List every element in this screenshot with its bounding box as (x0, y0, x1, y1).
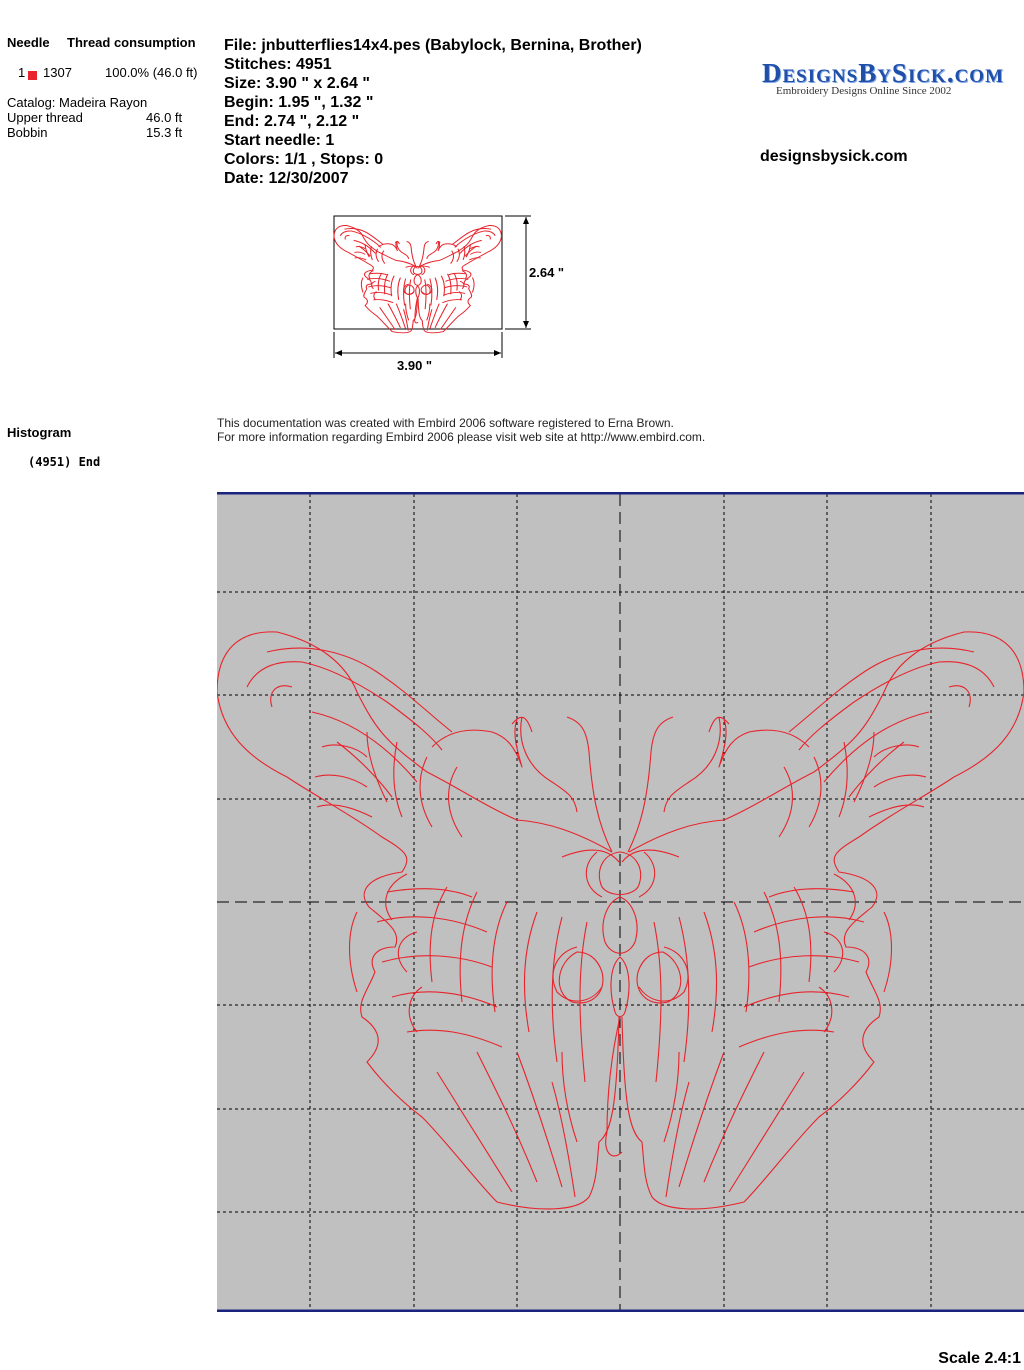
needle-header: Needle (7, 35, 50, 50)
scale-label: Scale 2.4:1 (938, 1350, 1021, 1367)
design-size: Size: 3.90 " x 2.64 " (224, 75, 370, 92)
credit-line-2: For more information regarding Embird 2006 please visit web site at http://www.embird.com. (217, 430, 706, 444)
needle-number: 1 (18, 65, 26, 80)
thread-color-code: 1307 (43, 65, 72, 80)
end-position: End: 2.74 ", 2.12 " (224, 113, 360, 130)
design-thumbnail (325, 208, 585, 380)
software-credit (217, 416, 705, 444)
site-url: designsbysick.com (760, 148, 908, 165)
logo-tagline: Embroidery Designs Online Since 2002 (776, 85, 952, 97)
design-date: Date: 12/30/2007 (224, 170, 349, 187)
site-logo (762, 58, 1005, 97)
file-name: File: jnbutterflies14x4.pes (Babylock, Bernina, Brother) (224, 37, 642, 54)
thread-color-swatch (28, 67, 37, 85)
stitch-count: Stitches: 4951 (224, 56, 332, 73)
upper-thread-label: Upper thread (7, 110, 83, 125)
credit-line-1: This documentation was created with Embird 2006 software registered to Erna Brown. (217, 416, 674, 430)
logo-wordmark: DesignsBySick.com (762, 58, 1005, 88)
upper-thread-value: 46.0 ft (146, 110, 183, 125)
bobbin-label: Bobbin (7, 125, 48, 140)
catalog-label: Catalog: Madeira Rayon (7, 95, 148, 110)
colors-stops: Colors: 1/1 , Stops: 0 (224, 151, 384, 168)
histogram-entry: (4951) End (28, 455, 101, 469)
design-preview-canvas (217, 492, 1024, 1312)
thread-percent: 100.0% (46.0 ft) (105, 65, 198, 80)
start-needle: Start needle: 1 (224, 132, 335, 149)
design-file-info (224, 36, 642, 188)
begin-position: Begin: 1.95 ", 1.32 " (224, 94, 374, 111)
histogram-title: Histogram (7, 425, 72, 440)
thread-consumption-header: Thread consumption (67, 35, 196, 50)
width-label: 3.90 " (397, 358, 433, 373)
bobbin-value: 15.3 ft (146, 125, 183, 140)
height-label: 2.64 " (529, 265, 565, 280)
